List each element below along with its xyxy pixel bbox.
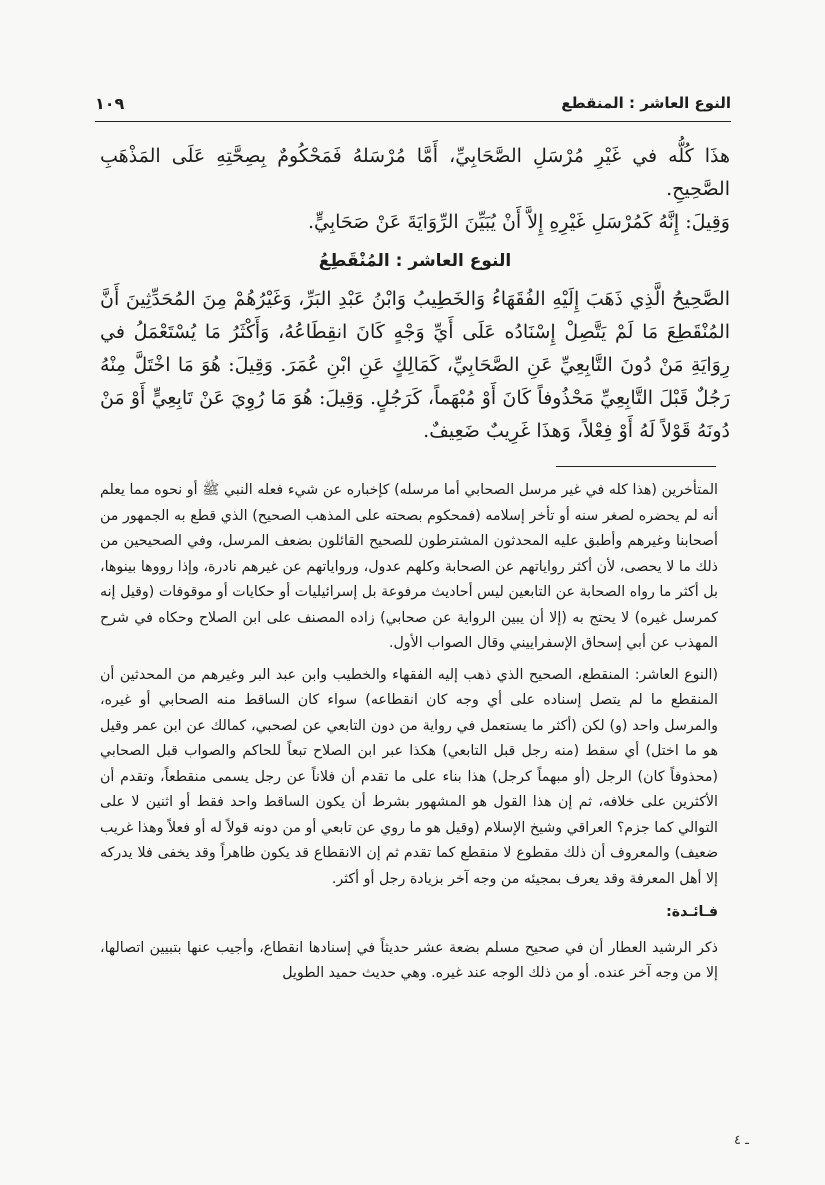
page-number: ١٠٩ [95,94,125,113]
commentary-paragraph-2: (النوع العاشر: المنقطع، الصحيح الذي ذهب إليه الفقهاء والخطيب وابن عبد البر وغيرهم من المحدثين أن المنقطع ما لم يتصل إسناده على أي وجه كان انقطاعه) سواء كان الساقط منه الصحابي أو غيره، والمرسل واحد (و) لكن (أكثر ما يستعمل في رواية من دون التابعي عن لصحبي، كمالك عن ابن عمر وقيل هو ما اختل) أي سقط (منه رجل قبل التابعي) هكذا عبر ابن الصلاح تبعاً للحاكم والصواب قبل الصحابي (محذوفاً كان) الرجل (أو مبهماً كرجل) هذا بناء على ما تقدم أن فلاناً عن رجل يسمى منقطعاً، وتقدم أن الأكثرين على خلافه، ثم إن هذا القول هو المشهور بشرط أن يكون الساقط واحد فقط أو اثنين لا على التوالي كما جزم؟ العراقي وشيخ الإسلام (وقيل هو ما روي عن تابعي أو من دونه قولاً له أو فعلاً وهذا غريب ضعيف) والمعروف أن ذلك مقطوع لا منقطع كما تقدم ثم إن الانقطاع قد يكون ظاهراً وقد يخفى فلا يدركه إلا أهل المعرفة وقد يعرف بمجيئه من وجه آخر بزيادة رجل أو أكثر. [100,666,718,887]
commentary [100,478,718,987]
running-title: النوع العاشر : المنقطع [561,94,731,112]
section-title: النوع العاشر : المُنْقَطِعُ [318,251,512,271]
main-text [100,140,730,448]
page-header [95,94,731,124]
intro-line-2: وَقِيلَ: إِنَّهُ كَمُرْسَلِ غَيْرِهِ إِلاَّ أَنْ يُبَيِّنَ الرِّوَايَةَ عَنْ صَحَابِيٍّ. [307,211,730,233]
main-body: الصَّحِيحُ الَّذِي ذَهَبَ إِلَيْهِ الفُقَهَاءُ وَالخَطِيبُ وَابْنُ عَبْدِ البَرِّ، وَغَيْرُهُمْ مِنَ المُحَدِّثِينَ أَنَّ المُنْقَطِعَ مَا لَمْ يَتَّصِلْ إِسْنَادُه عَلَى أَيِّ وَجْهٍ كَانَ انقِطَاعُهُ، وَأَكْثَرُ مَا يُسْتَعْمَلُ في رِوَايَةِ مَنْ دُونَ التَّابِعِيِّ عَنِ الصَّحَابِيِّ، كَمَالِكٍ عَنِ ابْنِ عُمَرَ. وَقِيلَ: هُوَ مَا اخْتَلَّ مِنْهُ رَجُلٌ قَبْلَ التَّابِعِيِّ مَحْذُوفاً كَانَ أَوْ مُبْهَماً، كَرَجُلٍ. وَقِيلَ: هُوَ مَا رُوِيَ عَنْ تَابِعِيٍّ أَوْ مَنْ دُونَهُ قَوْلاً لَهُ أَوْ فِعْلاً، وَهذَا غَرِيبٌ ضَعِيفٌ. [100,288,730,442]
commentary-paragraph-3: ذكر الرشيد العطار أن في صحيح مسلم بضعة عشر حديثاً في إسنادها انقطاع، وأجيب عنها بتبيين اتصالها، إلا من وجه آخر عنده. أو من ذلك الوجه عند غيره. وهي حديث حميد الطويل [100,939,718,981]
footnote-rule [556,466,716,467]
intro-line-1: هذَا كُلُّه في غَيْرِ مُرْسَلِ الصَّحَابِيِّ، أَمَّا مُرْسَلهُ فَمَحْكُومٌ بِصِحَّتِهِ عَلَى المَذْهَبِ الصَّحِيحِ. [100,145,730,200]
page-mark: ـ ٤ [734,1133,749,1148]
faida-heading: فـائـدة: [666,904,718,920]
commentary-paragraph-1: المتأخرين (هذا كله في غير مرسل الصحابي أما مرسله) كإخباره عن شيء فعله النبي ﷺ أو نحوه مما يعلم أنه لم يحضره لصغر سنه أو تأخر إسلامه (فمحكوم بصحته على المذهب الصحيح) الذي قطع به الجمهور من أصحابنا وغيرهم وأطبق عليه المحدثون المشترطون للصحيح القائلون بضعف المرسل، وفي الصحيحين من ذلك ما لا يحصى، لأن أكثر رواياتهم عن الصحابة وكلهم عدول، ورواياتهم عن غيرهم نادرة، وإذا رووها بينوها، بل أكثر ما رواه الصحابة عن التابعين ليس أحاديث مرفوعة بل إسرائيليات أو حكايات أو موقوفات (وقيل إنه كمرسل غيره) لا يحتج به (إلا أن يبين الرواية عن صحابي) زاده المصنف على ابن الصلاح وحكاه في شرح المهذب عن أبي إسحاق الإسفراييني وقال الصواب الأول. [100,482,718,651]
header-rule [95,121,731,122]
